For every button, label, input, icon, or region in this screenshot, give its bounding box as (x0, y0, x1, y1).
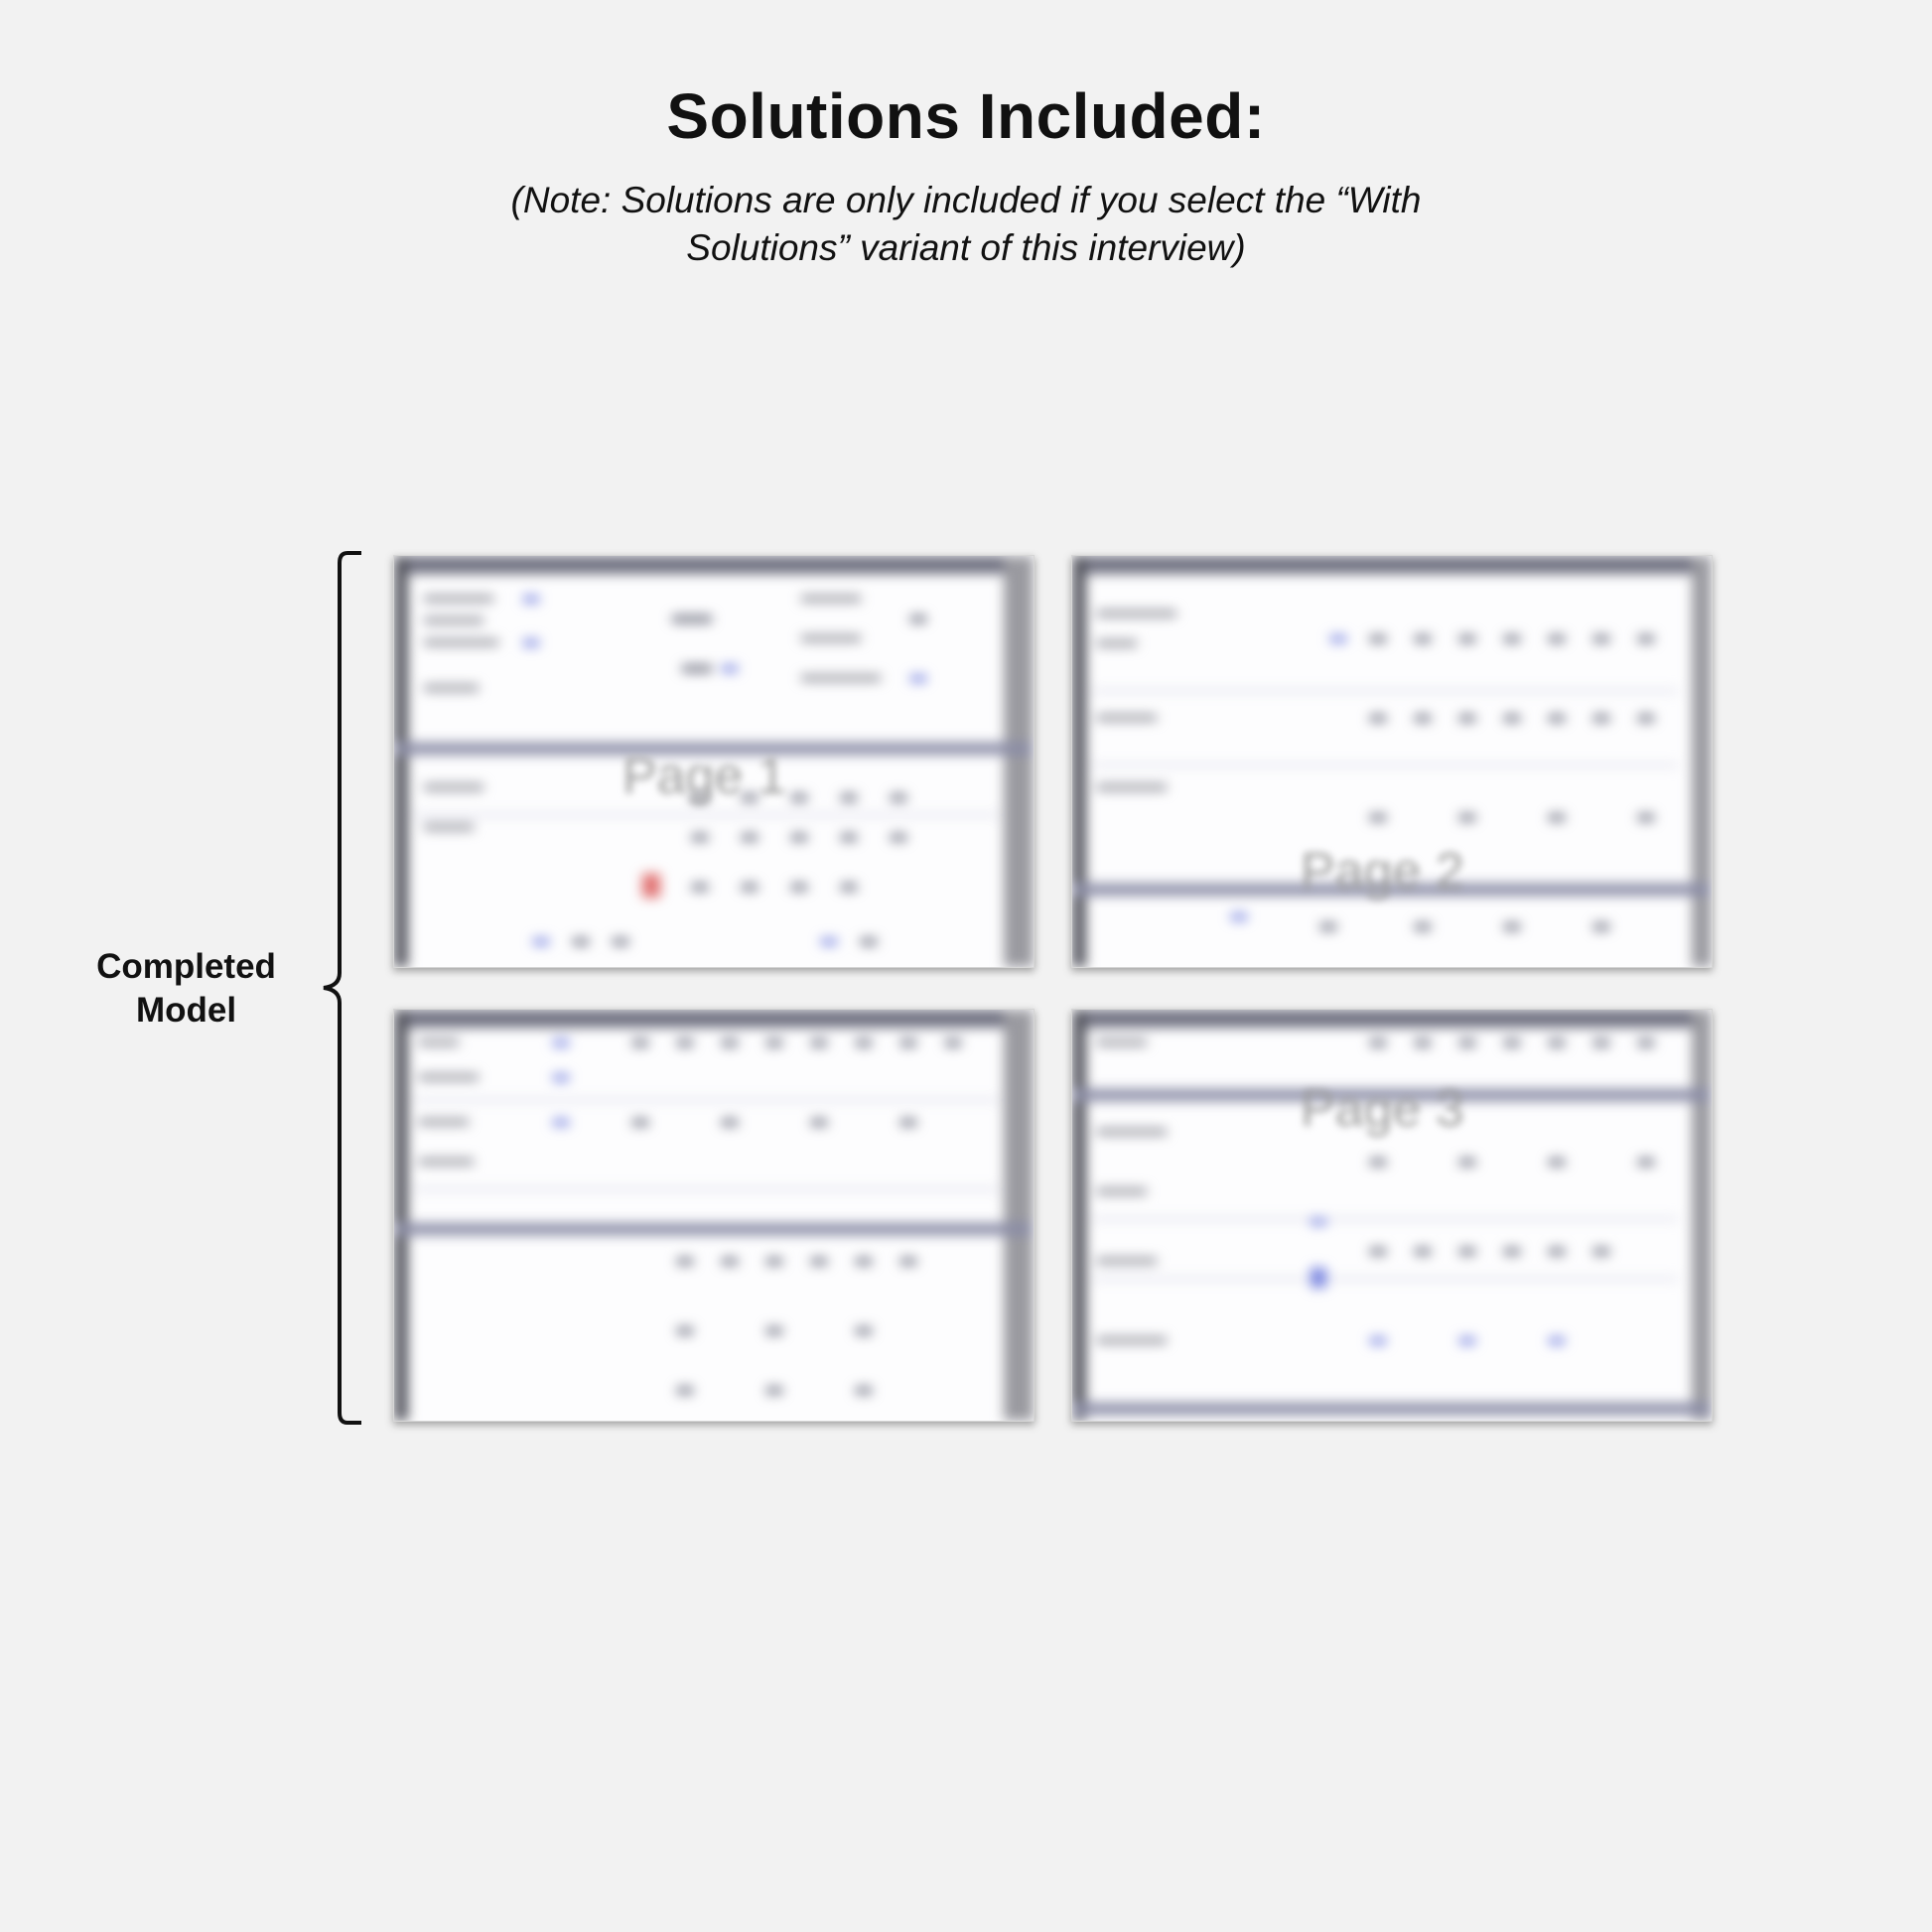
thumbnail-page-3 (1071, 1009, 1713, 1422)
note-line-1: (Note: Solutions are only included if you select the “With (510, 180, 1422, 220)
brace-icon (318, 551, 367, 1425)
thumbnail-page-1 (393, 555, 1035, 968)
thumbnail-page-2 (1071, 555, 1713, 968)
completed-model-label (69, 945, 303, 1033)
note-line-2: Solutions” variant of this interview) (686, 227, 1246, 268)
thumbnail-page-2-continued (393, 1009, 1035, 1422)
label-line-1: Completed (96, 947, 276, 986)
page-watermark: Page 3 (1301, 1080, 1464, 1138)
page-watermark: Page 1 (622, 748, 786, 805)
page-title: Solutions Included: (666, 80, 1266, 152)
page-watermark: Page 2 (1301, 843, 1464, 900)
solutions-note (0, 177, 1932, 272)
label-line-2: Model (135, 991, 237, 1030)
